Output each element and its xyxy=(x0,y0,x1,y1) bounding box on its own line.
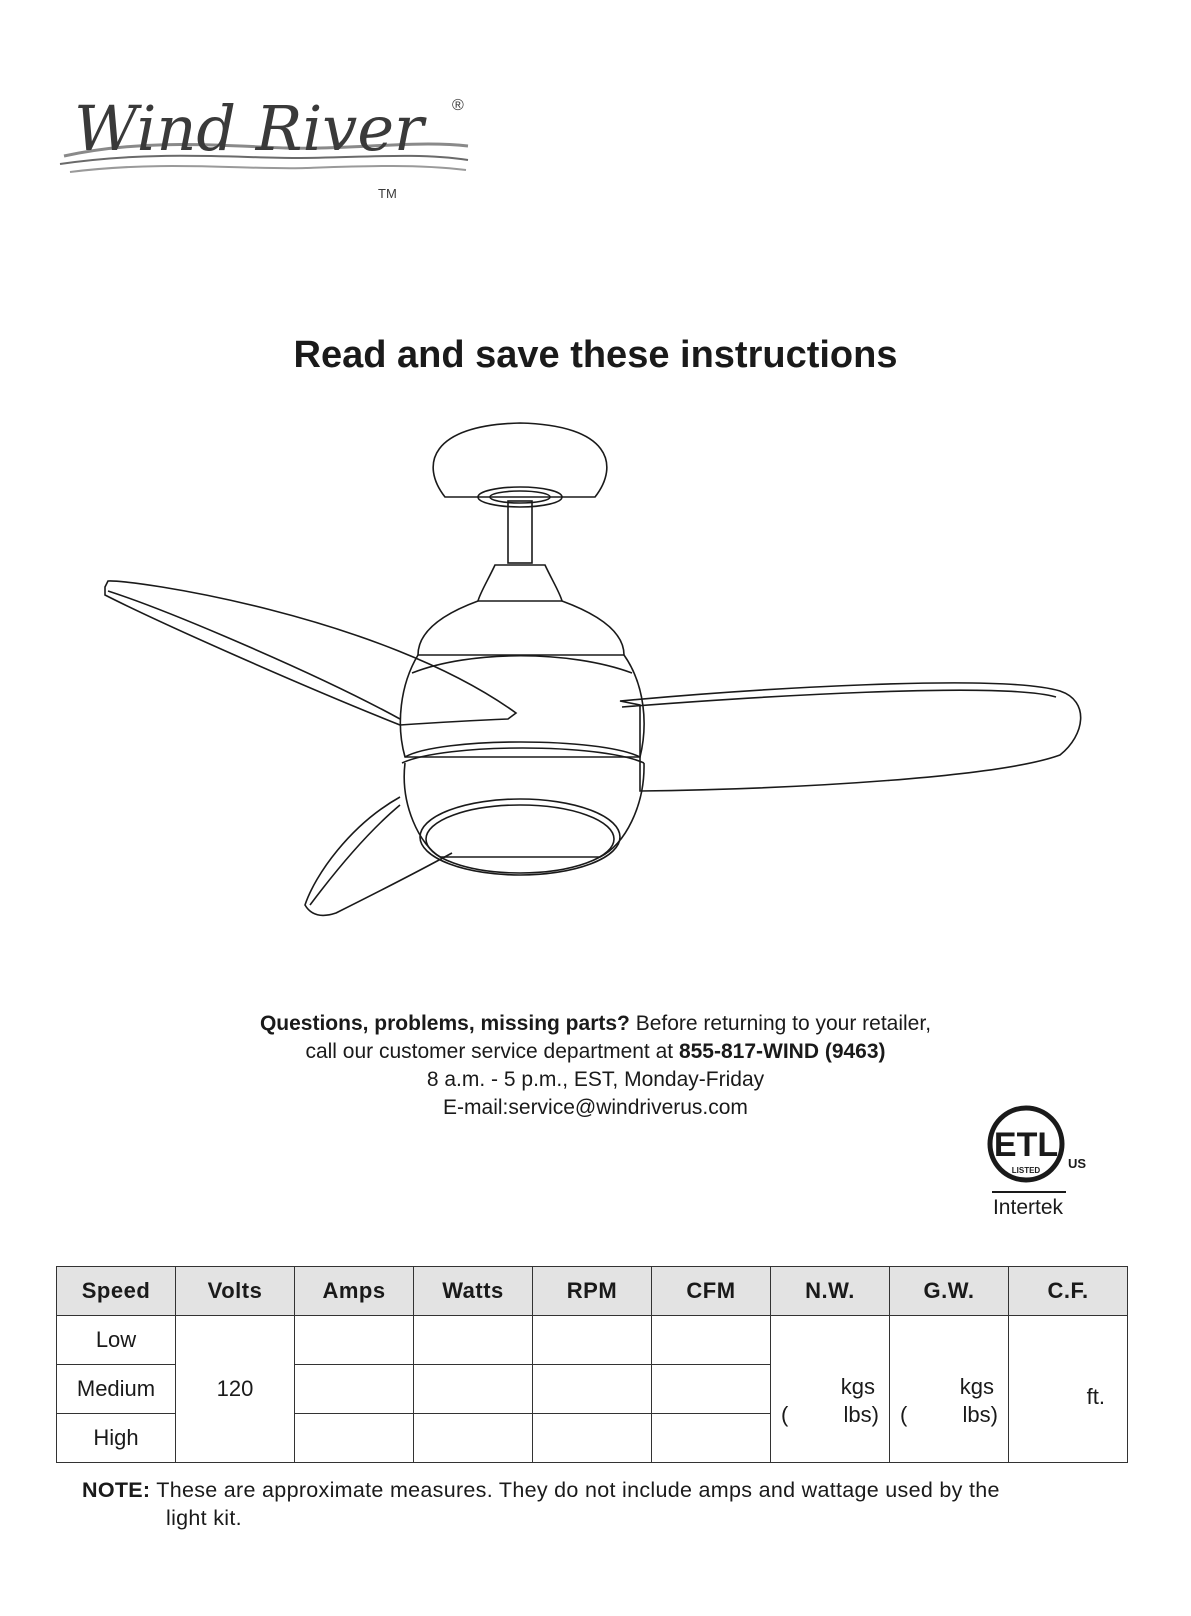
etl-listed-icon xyxy=(988,1104,1098,1224)
cf-cell xyxy=(1009,1316,1128,1463)
gw-kgs: kgs xyxy=(959,1374,994,1399)
header-amps: Amps xyxy=(295,1267,414,1316)
contact-lead: Questions, problems, missing parts? xyxy=(259,1012,630,1035)
nw-lbs: lbs) xyxy=(843,1402,879,1427)
ceiling-fan-illustration xyxy=(100,405,1120,965)
gw-paren: ( xyxy=(900,1402,908,1427)
header-speed: Speed xyxy=(57,1267,176,1316)
header-cf: C.F. xyxy=(1009,1267,1128,1316)
header-gw: G.W. xyxy=(890,1267,1009,1316)
watts-cell xyxy=(414,1316,533,1365)
etl-listed-text: LISTED xyxy=(1011,1166,1041,1175)
speed-high: High xyxy=(57,1414,176,1463)
table-header-row xyxy=(57,1267,1128,1316)
amps-cell xyxy=(295,1414,414,1463)
nw-kgs: kgs xyxy=(840,1374,875,1399)
volts-value: 120 xyxy=(176,1316,295,1463)
page-title: Read and save these instructions xyxy=(293,334,898,376)
note-block xyxy=(82,1476,1112,1532)
table-row xyxy=(57,1316,1128,1365)
speed-medium: Medium xyxy=(57,1365,176,1414)
etl-mark-text: ETL xyxy=(993,1126,1059,1164)
etl-country-text: US xyxy=(1068,1156,1087,1171)
wind-river-logo-icon xyxy=(56,86,486,206)
header-nw: N.W. xyxy=(771,1267,890,1316)
speed-low: Low xyxy=(57,1316,176,1365)
header-cfm: CFM xyxy=(652,1267,771,1316)
cfm-cell xyxy=(652,1316,771,1365)
note-text-1: These are approximate measures. They do not include amps and wattage used by the xyxy=(150,1478,1000,1502)
contact-line-1 xyxy=(0,1010,1191,1038)
contact-hours: 8 a.m. - 5 p.m., EST, Monday-Friday xyxy=(426,1068,765,1091)
contact-line-2 xyxy=(0,1038,1191,1066)
etl-certification xyxy=(988,1104,1098,1224)
nw-paren: ( xyxy=(781,1402,789,1427)
registered-mark: ® xyxy=(452,97,464,114)
ceiling-fan-icon xyxy=(100,405,1120,965)
nw-cell xyxy=(771,1316,890,1463)
brand-logo xyxy=(56,86,486,206)
intertek-text: Intertek xyxy=(992,1196,1064,1219)
note-text-2: light kit. xyxy=(166,1506,242,1530)
cfm-cell xyxy=(652,1365,771,1414)
spec-table xyxy=(56,1266,1128,1463)
contact-phone: 855-817-WIND (9463) xyxy=(678,1040,886,1063)
contact-dept: call our customer service department at xyxy=(305,1040,679,1063)
watts-cell xyxy=(414,1365,533,1414)
contact-lead-rest: Before returning to your retailer, xyxy=(629,1012,932,1035)
gw-cell xyxy=(890,1316,1009,1463)
trademark-mark: TM xyxy=(378,186,397,201)
gw-lbs: lbs) xyxy=(962,1402,998,1427)
rpm-cell xyxy=(533,1365,652,1414)
amps-cell xyxy=(295,1316,414,1365)
rpm-cell xyxy=(533,1414,652,1463)
rpm-cell xyxy=(533,1316,652,1365)
header-volts: Volts xyxy=(176,1267,295,1316)
logo-wordmark: Wind River xyxy=(74,92,424,165)
note-label: NOTE: xyxy=(82,1478,151,1502)
cfm-cell xyxy=(652,1414,771,1463)
cf-unit: ft. xyxy=(1086,1384,1105,1409)
amps-cell xyxy=(295,1365,414,1414)
watts-cell xyxy=(414,1414,533,1463)
header-watts: Watts xyxy=(414,1267,533,1316)
contact-email[interactable]: E-mail:service@windriverus.com xyxy=(443,1096,748,1119)
header-rpm: RPM xyxy=(533,1267,652,1316)
